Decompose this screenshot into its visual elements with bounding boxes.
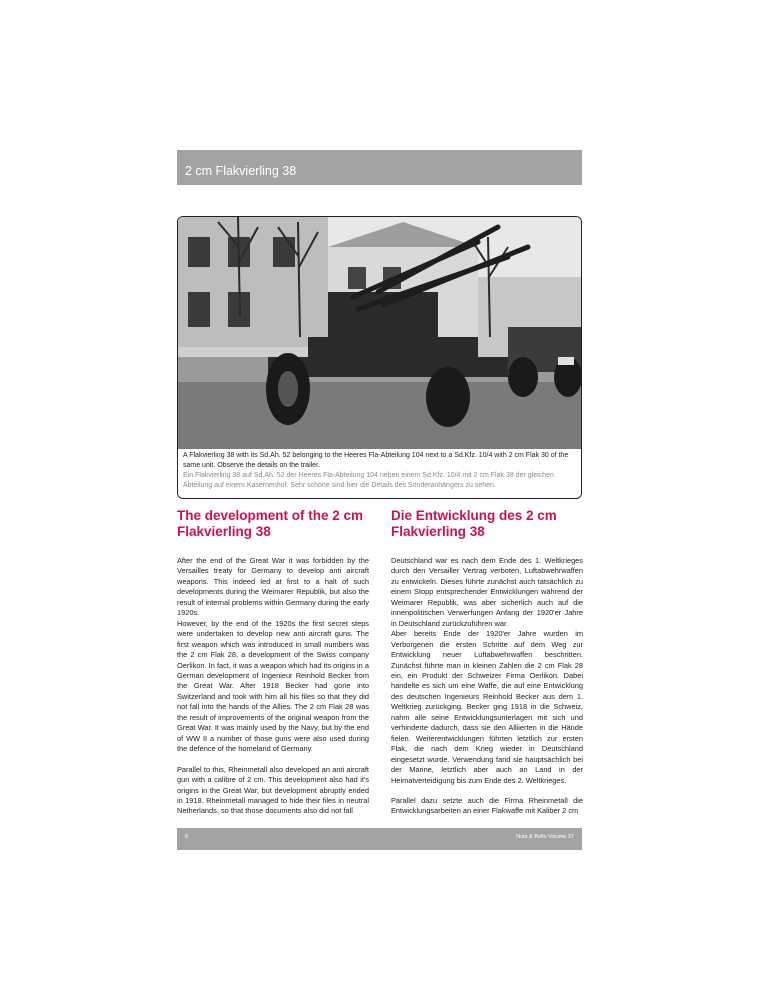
photo-frame	[177, 216, 582, 499]
header-bar	[177, 150, 582, 185]
german-body	[391, 556, 583, 817]
english-body	[177, 556, 369, 817]
page-title: 2 cm Flakvierling 38	[185, 164, 297, 178]
series-title: Nuts & Bolts Volume 37	[516, 834, 574, 840]
german-paragraph: Deutschland war es nach dem Ende des 1. Weltkrieges durch den Versailler Vertrag verboten, Luftabwehrwaffen zu entwickeln. Dieses führte zunächst auch tatsächlich zu einem Stopp entsprechender Entwicklungen während der Weimarer Republik, was aber sicherlich auch auf die innenpolitischen Verwerfungen Anfang der 1920'er Jahre in Deutschland zurückzuführen war.	[391, 556, 583, 628]
photo-caption	[178, 449, 581, 498]
page-number: 6	[185, 834, 189, 840]
german-heading: Die Entwicklung des 2 cm Flakvierling 38	[391, 508, 557, 539]
english-heading: The development of the 2 cm Flakvierling 38	[177, 508, 364, 539]
english-paragraph: Parallel to this, Rheinmetall also developed an anti aircraft gun with a calibre of 2 cm. This development also had it's origins in the Great War, but development abruptly ended in 1918. Rheinmetall managed to hide their files in neutral Netherlands, so that those documents also did not fall	[177, 764, 369, 816]
german-column	[391, 508, 583, 817]
english-column	[177, 508, 369, 817]
flakvierling-photo	[178, 217, 581, 449]
footer-bar	[177, 828, 582, 850]
german-paragraph: Aber bereits Ende der 1920'er Jahre wurden im Verborgenen die ersten Schritte auf dem Weg zur Entwicklung neuer Luftabwehrwaffen beschritten. Zunächst führte man in kleinen Zahlen die 2 cm Flak 28 ein, ein Produkt der Schweizer Firma Oerlikon. Dabei handelte es sich um eine Waffe, die auf eine Entwicklung des deutschen Ingenieurs Reinhold Becker aus dem 1. Weltkrieg zurückging. Becker ging 1918 in die Schweiz, nahm alle seine Entwicklungsunterlagen mit sich und verhinderte dadurch, dass sie den Alliierten in die Hände fielen. Weiterentwicklungen führten letztlich zur ersten Flak, die nach dem Krieg wieder in Deutschland eingesetzt wurde. Verwendung fand sie hauptsächlich bei der Marine, letztlich aber auch an Land in der Heimatverteidigung bis zum Ende des 2. Weltkrieges.	[391, 629, 583, 785]
caption-german: Ein Flakvierling 38 auf Sd.Ah. 52 der Heeres Fla-Abteilung 104 neben einem Sd.Kfz. 10/4 mit 2 cm Flak 38 der gleichen Abteilung auf einem Kasernenhof. Sehr schöne sind hier die Details des Sonderanhängers zu sehen.	[183, 472, 554, 489]
caption-english: A Flakvierling 38 with its Sd.Ah. 52 belonging to the Heeres Fla-Abteilung 104 next to a Sd.Kfz. 10/4 with 2 cm Flak 30 of the same unit. Observe the details on the trailer.	[183, 452, 569, 469]
english-paragraph: After the end of the Great War it was forbidden by the Versailles treaty for Germany to develop anti aircraft weapons. This indeed led at first to a halt of such developments during the Weimarer Republik, but also the result of internal problems within Germany during the early 1920s.	[177, 556, 369, 618]
german-paragraph: Parallel dazu setzte auch die Firma Rheinmetall die Entwicklungsarbeiten an einer Flakwaffe mit Kaliber 2 cm	[391, 795, 583, 816]
english-paragraph: However, by the end of the 1920s the first secret steps were undertaken to develop new anti aircraft guns. The first weapon which was introduced in small numbers was the 2 cm Flak 28, a development of the Swiss company Oerlikon. In fact, it was a weapon which had its origins in a German development of Ingenieur Reinhold Becker from the Great War. After 1918 Becker had gone into Switzerland and took with him all his files so that they did not fall into the hands of the Allies. The 2 cm Flak 28 was the result of improvements of the original weapon from the Great War. It was mainly used by the Navy, but by the end of WW II a number of those guns were also used during the defence of the homeland of Germany.	[177, 618, 369, 754]
